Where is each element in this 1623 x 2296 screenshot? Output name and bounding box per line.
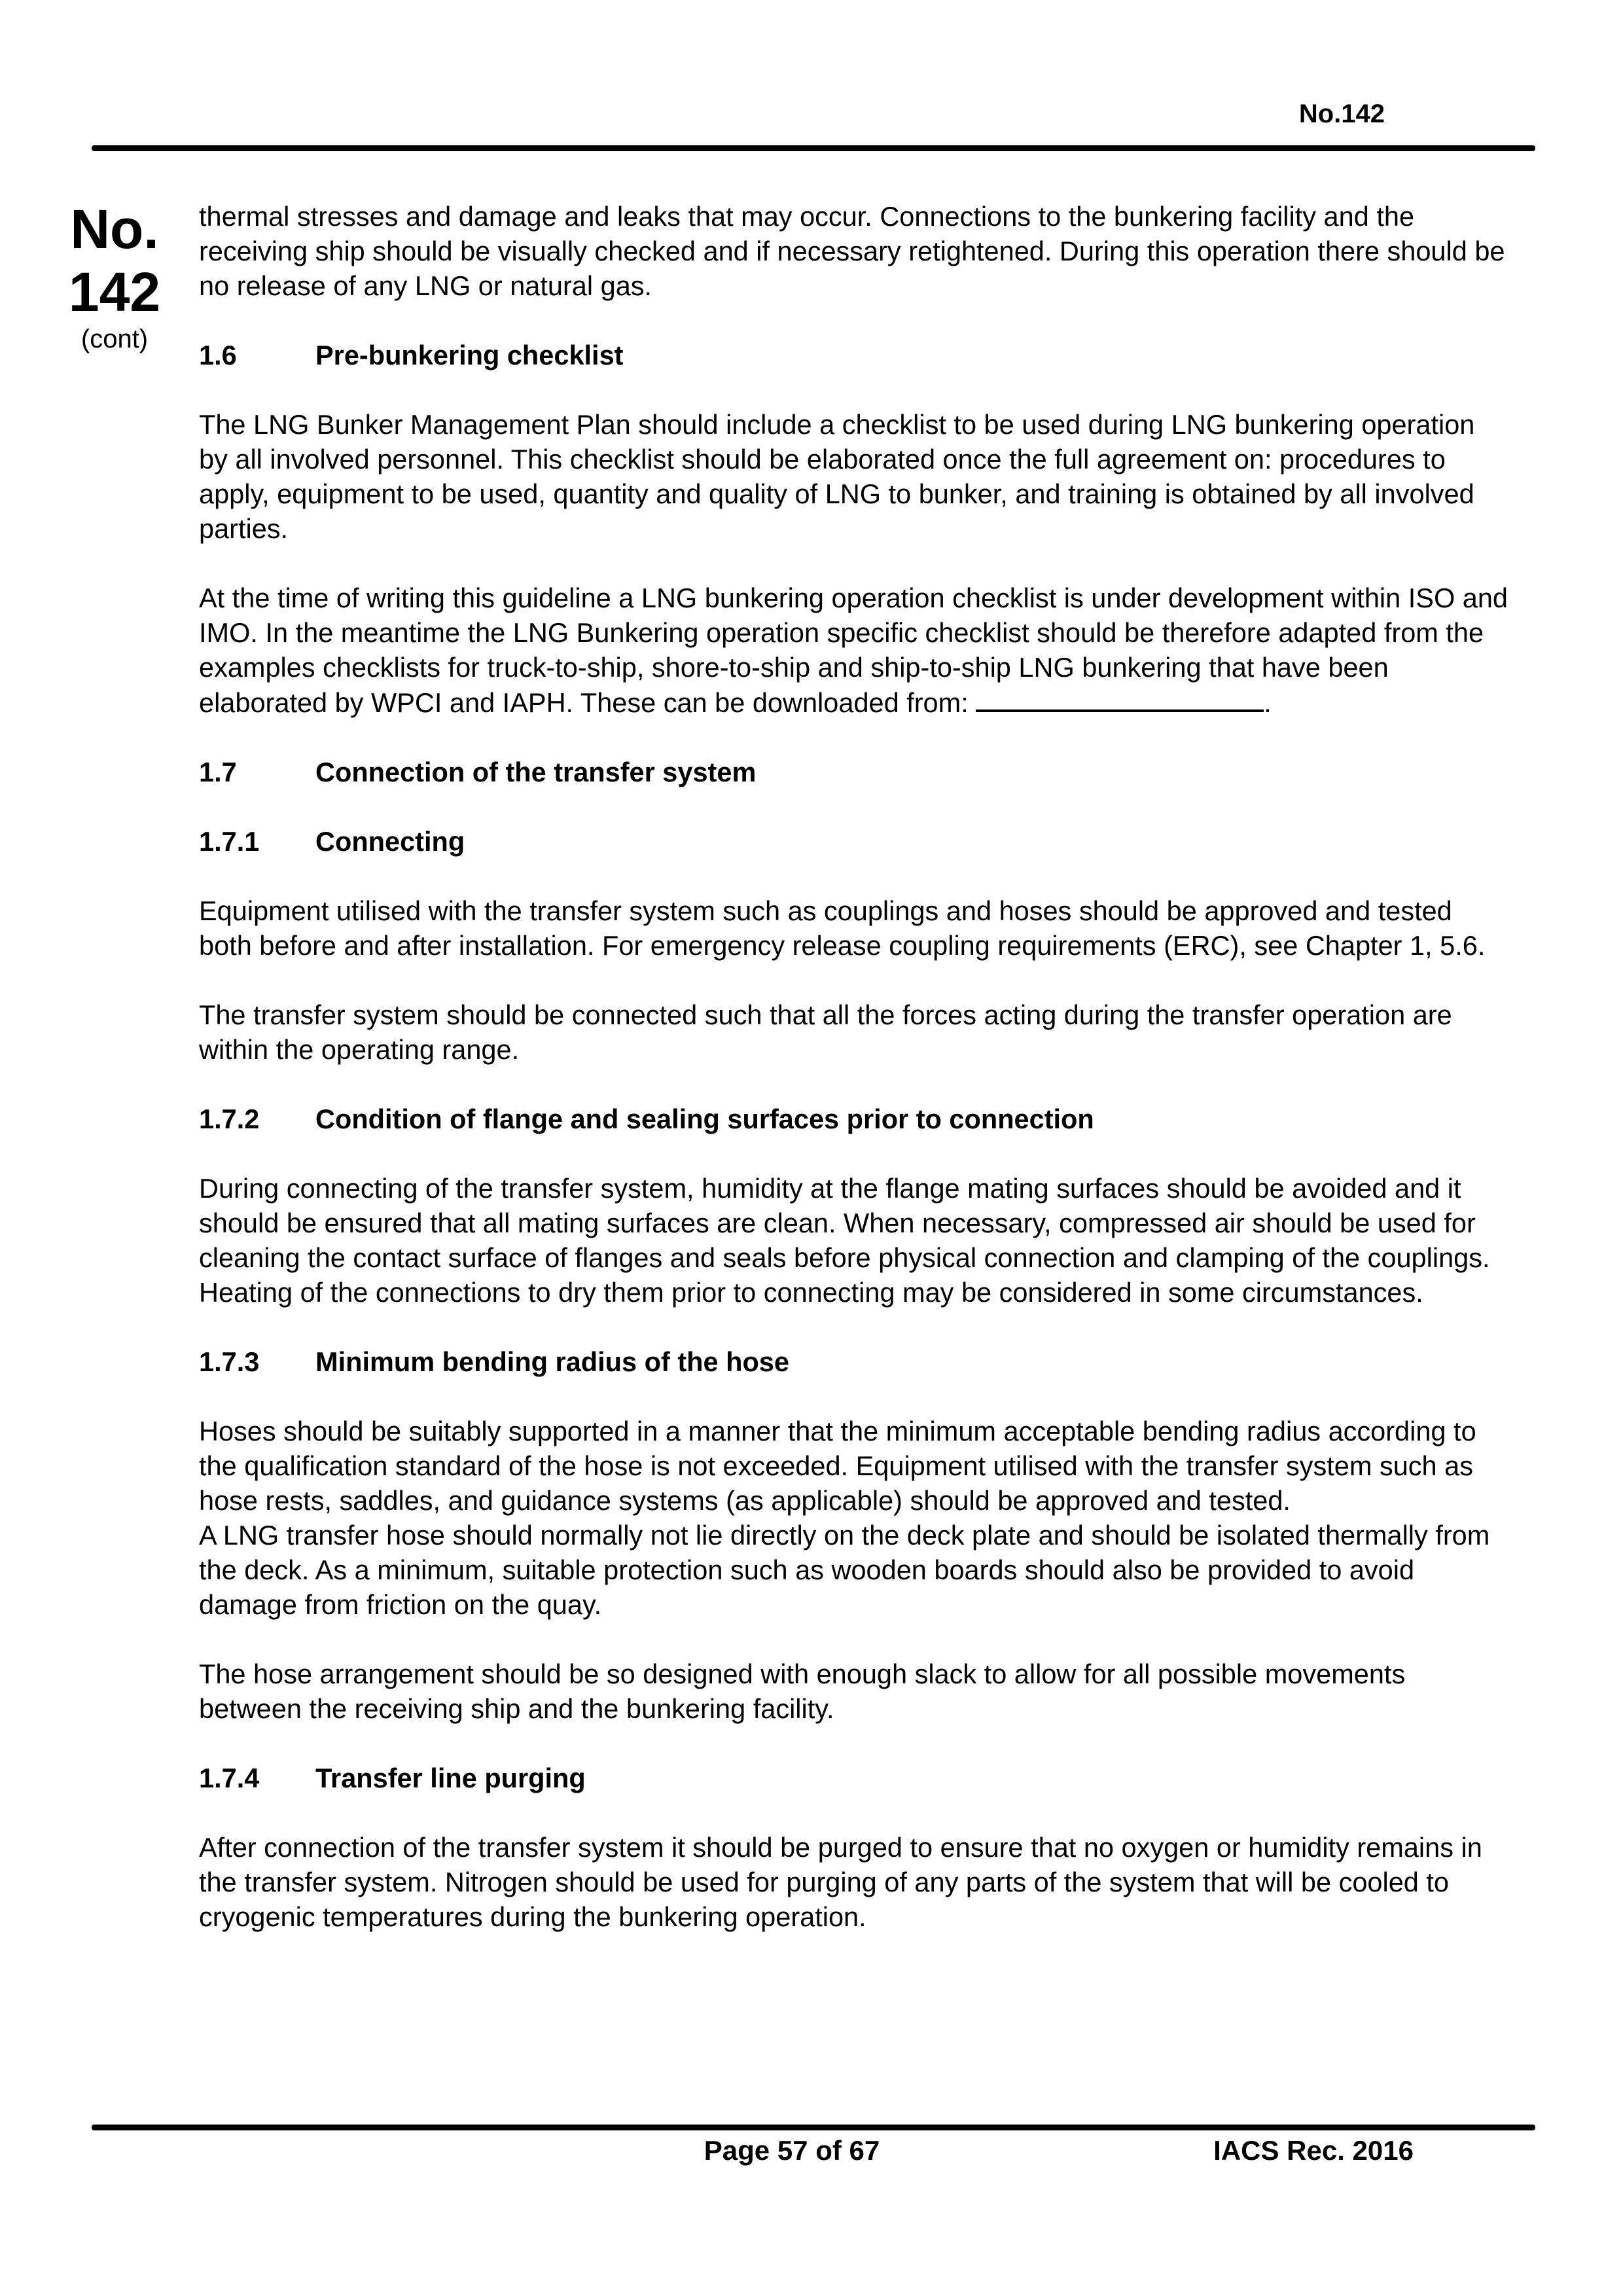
section-number: 1.7 xyxy=(199,757,237,787)
paragraph: A LNG transfer hose should normally not lie directly on the deck plate and should be isolated thermally from the deck. As a minimum, suitable protection such as wooden boards should also be provided to avoid damage from friction on the quay. xyxy=(199,1520,1490,1620)
footer-page-number: Page 57 of 67 xyxy=(704,2135,880,2166)
paragraph: The LNG Bunker Management Plan should include a checklist to be used during LNG bunkering operation by all involved personnel. This checklist should be elaborated once the full agreement on: procedures to apply, equipment to be used, quantity and quality of LNG to bunker, and training is obtained by all involved parties. xyxy=(199,409,1475,544)
footer-rule xyxy=(92,2125,1535,2130)
section-1-7-2-heading xyxy=(199,1102,1508,1136)
paragraph: During connecting of the transfer system, humidity at the flange mating surfaces should be avoided and it should be ensured that all mating surfaces are clean. When necessary, compressed air should be used for cleaning the contact surface of flanges and seals before physical connection and clamping of the couplings. Heating of the connections to dry them prior to connecting may be considered in some circumstances. xyxy=(199,1173,1490,1308)
section-1-7-3-heading xyxy=(199,1344,1508,1379)
section-title: Minimum bending radius of the hose xyxy=(315,1346,789,1377)
header-doc-number: No.142 xyxy=(1298,99,1385,128)
section-number: 1.7.3 xyxy=(199,1346,260,1377)
blank-link-placeholder xyxy=(976,685,1264,712)
margin-no-label: No. xyxy=(70,198,159,260)
paragraph: After connection of the transfer system it should be purged to ensure that no oxygen or humidity remains in the transfer system. Nitrogen should be used for purging of any parts of the system that will be cooled to cryogenic temperatures during the bunkering operation. xyxy=(199,1832,1482,1932)
section-title: Pre-bunkering checklist xyxy=(315,340,624,370)
section-number: 1.7.1 xyxy=(199,826,260,857)
section-number: 1.7.2 xyxy=(199,1103,260,1134)
paragraph-text: At the time of writing this guideline a LNG bunkering operation checklist is under development within ISO and IMO. In the meantime the LNG Bunkering operation specific checklist should be therefore adapted from the examples checklists for truck-to-ship, shore-to-ship and ship-to-ship LNG bunkering that have been elaborated by WPCI and IAPH. These can be downloaded from: xyxy=(199,583,1508,718)
section-number: 1.6 xyxy=(199,340,237,370)
section-number: 1.7.4 xyxy=(199,1763,260,1793)
paragraph: Equipment utilised with the transfer system such as couplings and hoses should be approved and tested both before and after installation. For emergency release coupling requirements (ERC), see Chapter 1, 5.6. xyxy=(199,895,1486,961)
paragraph: The hose arrangement should be so designed with enough slack to allow for all possible movements between the receiving ship and the bunkering facility. xyxy=(199,1659,1406,1724)
paragraph: Hoses should be suitably supported in a manner that the minimum acceptable bending radius according to the qualification standard of the hose is not exceeded. Equipment utilised with the transfer system such as hose rests, saddles, and guidance systems (as applicable) should be approved and tested. xyxy=(199,1416,1476,1516)
section-title: Connection of the transfer system xyxy=(315,757,757,787)
section-1-6-heading xyxy=(199,338,1508,372)
paragraph: The transfer system should be connected such that all the forces acting during the transfer operation are within the operating range. xyxy=(199,999,1452,1065)
section-1-7-4-heading xyxy=(199,1761,1508,1795)
paragraph-end: . xyxy=(1264,687,1272,718)
section-title: Condition of flange and sealing surfaces prior to connection xyxy=(315,1103,1094,1134)
section-1-7-1-heading xyxy=(199,824,1508,859)
section-title: Transfer line purging xyxy=(315,1763,586,1793)
intro-paragraph: thermal stresses and damage and leaks that may occur. Connections to the bunkering facility and the receiving ship should be visually checked and if necessary retightened. During this operation there should be no release of any LNG or natural gas. xyxy=(199,201,1505,301)
page-body xyxy=(199,199,1508,1934)
header-rule xyxy=(92,145,1535,151)
paragraph-download xyxy=(199,581,1508,720)
section-title: Connecting xyxy=(315,826,465,857)
margin-number: 142 xyxy=(68,261,161,323)
margin-cont-label: (cont) xyxy=(80,325,149,353)
section-1-7-heading xyxy=(199,755,1508,789)
footer-document-ref: IACS Rec. 2016 xyxy=(1213,2135,1414,2166)
